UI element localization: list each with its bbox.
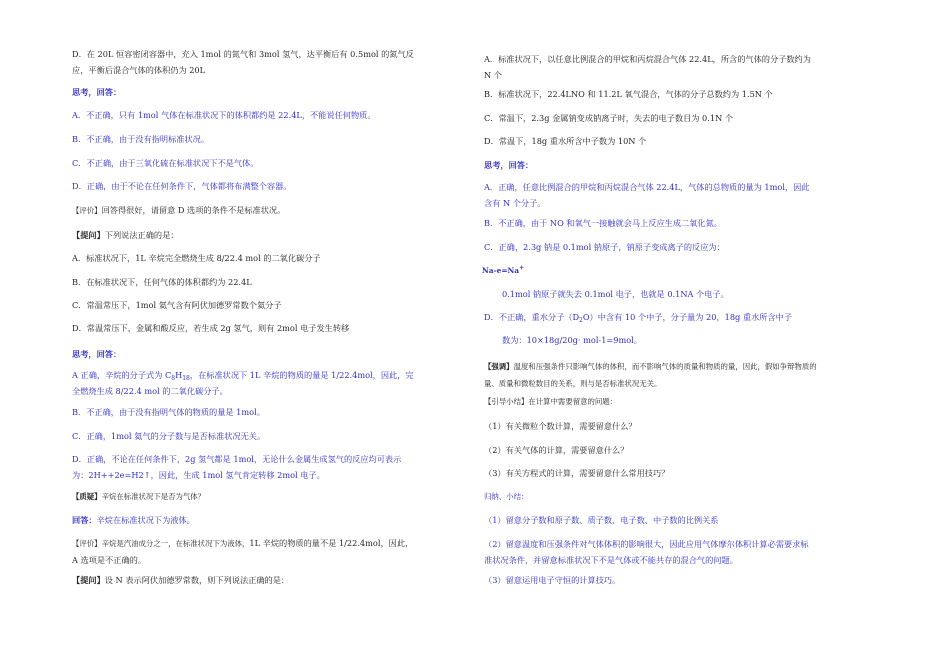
answer-d-2: [72, 451, 472, 483]
answer-text: 辛烷在标准状况下为液体。: [96, 515, 195, 525]
think-answer-heading-1: 思考，回答：: [72, 87, 122, 97]
question-3: [72, 572, 472, 588]
answer-d-3-prefix: D．不正确，重水分子（D: [484, 312, 580, 322]
answer-d-3-sub: 2: [579, 317, 583, 324]
question-3-option-c: C．常温下，2.3g 金属钠变成钠离子时，失去的电子数目为 0.1N 个: [484, 113, 734, 123]
doubt-answer: [72, 512, 472, 528]
question-text-3: 设 N 表示阿伏加德罗常数，则下列说法正确的是：: [104, 575, 290, 585]
doubt-tag: 【质疑】: [72, 492, 102, 501]
answer-a-1: A．不正确，只有 1mol 气体在标准状况下的体积都约是 22.4L，不能说任何物质。: [72, 110, 376, 120]
answer-c-1: C．不正确，由于三氧化硫在标准状况下不是气体。: [72, 158, 259, 168]
doubt-text: 辛烷在标准状况下是否为气体？: [101, 492, 206, 501]
evaluation-text-2a: 辛烷是汽油成分之一，在标准状况下为液体，: [101, 539, 250, 548]
answer-a-2-prefix: A 正确，辛烷的分子式为 C: [72, 370, 172, 380]
question-3-option-a: [484, 51, 884, 83]
guide-tag: 【引导小结】: [484, 397, 529, 406]
answer-a-2: [72, 367, 472, 399]
guide-question-3: （3）有关方程式的计算，需要留意什么常用技巧？: [484, 468, 670, 478]
stress-note: [484, 358, 884, 392]
think-answer-heading-2: 思考，回答：: [72, 349, 122, 359]
question-tag-2: 【提问】: [72, 230, 105, 240]
guide-summary: [484, 393, 884, 410]
sodium-equation-charge: +: [519, 264, 525, 272]
answer-b-1: B．不正确，由于没有指明标准状况。: [72, 134, 210, 144]
summary-label: 归纳、小结：: [484, 492, 529, 501]
answer-c-2: C．正确，1mol 氦气的分子数与是否标准状况无关。: [72, 431, 266, 441]
stress-tag: 【强调】: [484, 362, 514, 371]
stress-line1: 温度和压强条件只影响气体的体积，而不影响气体的质量和物质的量，因此，假如争辩物质的: [513, 362, 817, 371]
stress-line2: 量、质量和微粒数目的关系，则与是否标准状况无关。: [484, 379, 662, 388]
question-3-option-b: B．标准状况下，22.4LNO 和 11.2L 氧气混合，气体的分子总数约为 1.5N 个: [484, 89, 773, 99]
answer-b-3: B．不正确，由于 NO 和氧气一接触就会马上反应生成二氧化氮。: [484, 218, 722, 228]
option-d-paragraph: [72, 46, 472, 78]
evaluation-text-1: 回答得很好，请留意 D 选项的条件不是标准状况。: [101, 205, 286, 215]
answer-d-3: [484, 309, 884, 325]
question-2-option-d: D．常温常压下，金属和酸反应，若生成 2g 氢气，则有 2mol 电子发生转移: [72, 323, 350, 333]
answer-b-2: B．不正确，由于没有指明气体的物质的量是 1mol。: [72, 407, 265, 417]
answer-label: 回答：: [72, 515, 97, 525]
guide-question-1: （1）有关微粒个数计算，需要留意什么？: [484, 421, 637, 431]
answer-d-2-line1: D．正确，不论在任何条件下，2g 氢气都是 1mol，无论什么金属生成氢气的反应均可表示: [72, 454, 402, 464]
summary-point-3: （3）留意运用电子守恒的计算技巧。: [484, 575, 621, 585]
question-3-option-a-line2: N 个: [484, 70, 502, 80]
question-3-option-a-line1: A．标准状况下，以任意比例混合的甲烷和丙烷混合气体 22.4L，所含的气体的分子数约为: [484, 54, 811, 64]
answer-d-3-suffix: O）中含有 10 个中子，分子量为 20，18g 重水所含中子: [582, 312, 793, 322]
answer-c-3-line2: 0.1mol 钠原子就失去 0.1mol 电子，也就是 0.1NA 个电子。: [502, 289, 729, 299]
answer-a-2-hydrogen: H: [175, 370, 183, 380]
summary-point-2-line2: 准状况条件，并留意标准状况下不是气体或不能共存的混合气的问题。: [484, 555, 738, 565]
evaluation-tag-1: 【评价】: [72, 206, 102, 215]
option-d-line2: 应，平衡后混合气体的体积仍为 20L: [72, 65, 206, 75]
answer-a-2-line2: 全燃烧生成 8/22.4 mol 的二氧化碳分子。: [72, 386, 228, 396]
summary-point-2: [484, 536, 884, 568]
summary-point-2-line1: （2）留意温度和压强条件对气体体积的影响很大，因此应用气体摩尔体积计算必需要求标: [484, 539, 809, 549]
evaluation-text-2b: 1L 辛烷的物质的量不是 1/22.4mol，因此，: [249, 538, 414, 548]
guide-question-2: （2）有关气体的计算，需要留意什么？: [484, 445, 629, 455]
doubt-question: [72, 488, 472, 505]
evaluation-tag-2: 【评价】: [72, 539, 102, 548]
question-2: [72, 227, 472, 243]
answer-a-3: [484, 179, 884, 211]
evaluation-2: [72, 535, 472, 568]
answer-a-3-line1: A．正确，任意比例混合的甲烷和丙烷混合气体 22.4L，气体的总物质的量为 1mol，因此: [484, 182, 810, 192]
question-text-2: 下列说法正确的是：: [104, 230, 179, 240]
answer-c-3: C．正确，2.3g 钠是 0.1mol 钠原子，钠原子变成离子的反应为：: [484, 242, 725, 252]
question-3-option-d: D．常温下，18g 重水所含中子数为 10N 个: [484, 136, 647, 146]
question-2-option-a: A．标准状况下，1L 辛烷完全燃烧生成 8/22.4 mol 的二氧化碳分子: [72, 253, 321, 263]
sodium-equation: [482, 263, 882, 279]
answer-a-2-sub-hydrogen: 18: [182, 375, 190, 382]
sodium-equation-text: Na-e=Na: [482, 266, 520, 275]
question-2-option-c: C．常温常压下，1mol 氦气含有阿伏加德罗常数个氦分子: [72, 300, 282, 310]
evaluation-text-2c: A 选项是不正确的。: [72, 555, 147, 565]
answer-a-2-suffix: ，在标准状况下 1L 辛烷的物质的量是 1/22.4mol，因此，完: [189, 370, 414, 380]
answer-d-1: D．正确，由于不论在任何条件下，气体都将布满整个容器。: [72, 181, 292, 191]
think-answer-heading-3: 思考，回答：: [484, 160, 534, 170]
option-d-line1: D．在 20L 恒容密闭容器中，充入 1mol 的氮气和 3mol 氢气，达平衡后有 0.5mol 的氮气反: [72, 49, 414, 59]
guide-text: 在计算中需要留意的问题：: [528, 397, 618, 406]
question-2-option-b: B．在标准状况下，任何气体的体积都约为 22.4L: [72, 277, 252, 287]
question-tag-3: 【提问】: [72, 575, 105, 585]
summary-point-1: （1）留意分子数和原子数、质子数、电子数、中子数的比例关系: [484, 515, 719, 525]
answer-d-2-line2: 为：2H++2e=H2↑，因此，生成 1mol 氢气肯定转移 2mol 电子。: [72, 470, 325, 480]
evaluation-1: [72, 202, 472, 219]
answer-a-2-sub-carbon: 8: [171, 375, 176, 382]
answer-d-3-line2: 数为：10×18g/20g· mol-1=9mol。: [502, 335, 642, 345]
answer-a-3-line2: 含有 N 个分子。: [484, 198, 546, 208]
